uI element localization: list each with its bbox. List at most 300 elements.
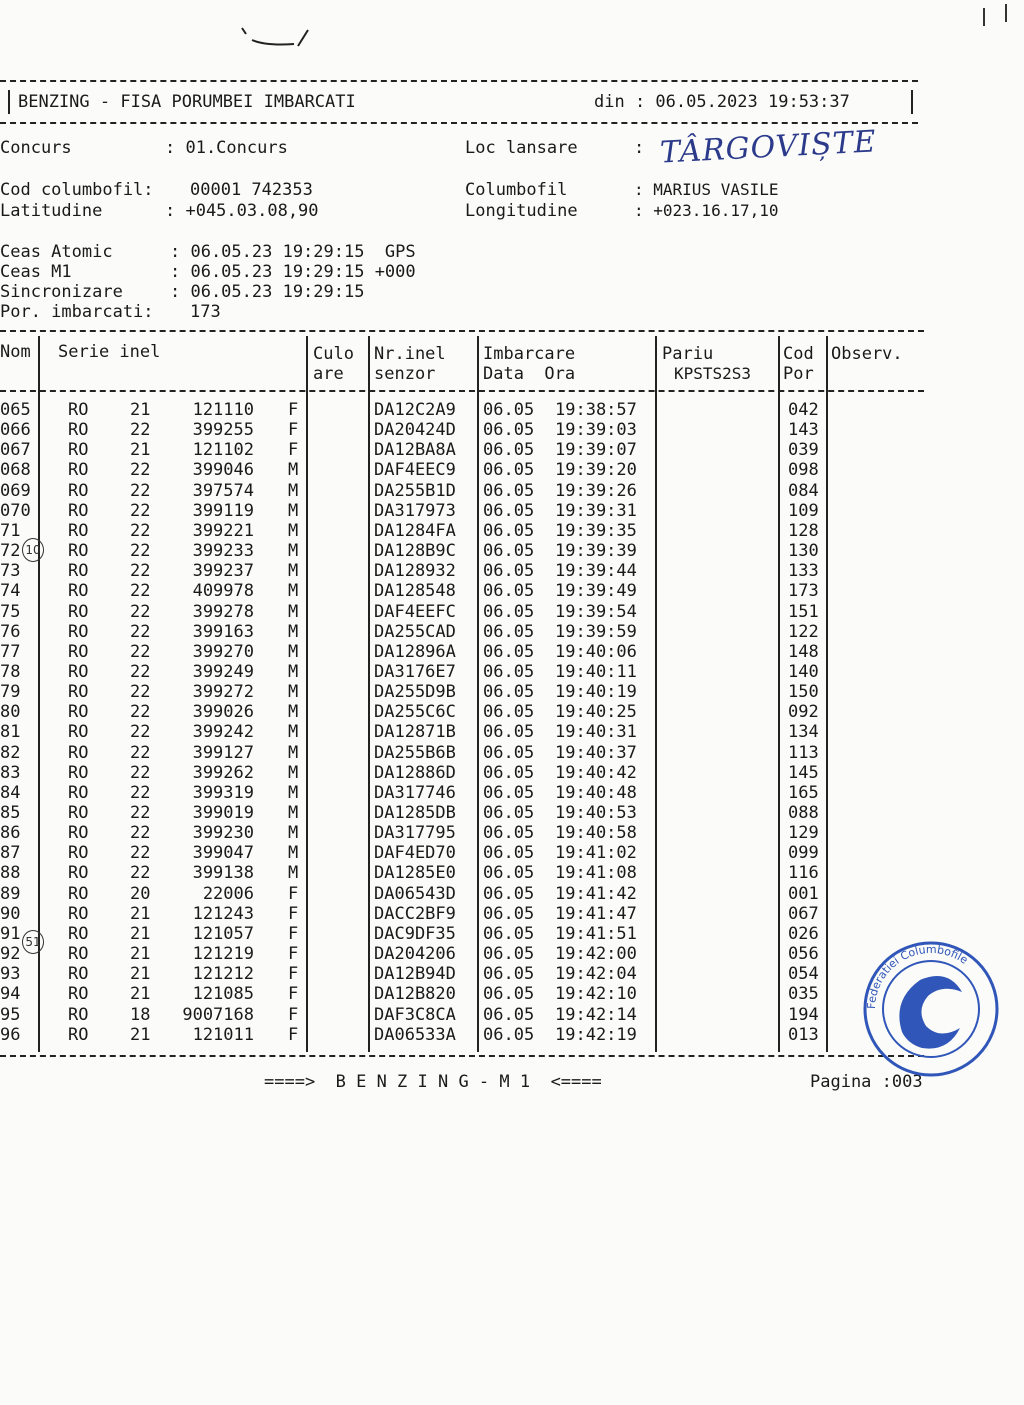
cell-nr-inel: 399249 xyxy=(192,661,254,682)
cell-sex: M xyxy=(288,541,299,562)
cell-sex: M xyxy=(288,641,299,662)
cell-nr-inel: 399221 xyxy=(192,520,254,541)
cell-an: 21 xyxy=(130,964,151,985)
cell-tara: RO xyxy=(68,581,89,602)
cell-ora: 19:39:49 xyxy=(555,581,637,602)
cell-tara: RO xyxy=(68,742,89,763)
cell-an: 22 xyxy=(130,782,151,803)
footer-banner: ====> B E N Z I N G - M 1 <==== xyxy=(264,1072,602,1092)
cell-an: 22 xyxy=(130,460,151,481)
concurs-value: : 01.Concurs xyxy=(165,138,288,158)
cell-nr-inel: 399047 xyxy=(192,843,254,864)
cell-nr-inel: 399127 xyxy=(192,742,254,763)
cell-nom: 85 xyxy=(0,803,21,823)
cell-an: 21 xyxy=(130,440,151,461)
header-pariu-1: Pariu xyxy=(662,344,714,364)
table-row xyxy=(0,863,924,883)
cell-an: 22 xyxy=(130,702,151,723)
cell-ora: 19:40:42 xyxy=(555,762,637,783)
cell-nr-inel: 399138 xyxy=(192,863,254,884)
cell-data: 06.05 xyxy=(483,641,535,662)
ceas-atomic-value: : 06.05.23 19:29:15 GPS xyxy=(170,242,416,262)
cell-cod-por: 133 xyxy=(788,561,819,582)
cell-cod-por: 148 xyxy=(788,641,819,662)
cell-nom: 067 xyxy=(0,440,31,461)
table-row xyxy=(0,622,924,642)
cell-sex: M xyxy=(288,480,299,501)
table-row xyxy=(0,984,924,1004)
latitudine-label: Latitudine xyxy=(0,201,103,221)
cell-an: 22 xyxy=(130,420,151,441)
cell-cod-por: 109 xyxy=(788,500,819,521)
cell-data: 06.05 xyxy=(483,440,535,461)
cell-data: 06.05 xyxy=(483,460,535,481)
header-cod-1: Cod xyxy=(783,344,814,364)
ceas-m1-label: Ceas M1 xyxy=(0,262,72,282)
cell-tara: RO xyxy=(68,823,89,844)
cell-tara: RO xyxy=(68,944,89,965)
header-culoare-2: are xyxy=(313,364,344,384)
cell-ora: 19:39:35 xyxy=(555,520,637,541)
cell-cod-por: 013 xyxy=(788,1024,819,1045)
cell-sex: F xyxy=(288,440,299,461)
cell-nom: 72 xyxy=(0,541,21,562)
cell-ora: 19:39:54 xyxy=(555,601,637,622)
cell-nr-inel: 121212 xyxy=(192,964,254,985)
cell-nom: 83 xyxy=(0,762,21,783)
cell-sex: M xyxy=(288,803,299,823)
cell-nom: 93 xyxy=(0,964,21,985)
cell-ora: 19:40:48 xyxy=(555,782,637,803)
cell-senzor: DAC9DF35 xyxy=(374,923,456,944)
cell-nr-inel: 399230 xyxy=(192,823,254,844)
edge-marks xyxy=(978,0,1018,30)
table-row xyxy=(0,400,924,420)
cell-senzor: DA12B820 xyxy=(374,984,456,1005)
cell-sex: F xyxy=(288,420,299,441)
cell-an: 21 xyxy=(130,1024,151,1045)
cell-tara: RO xyxy=(68,843,89,864)
table-row xyxy=(0,904,924,924)
porumbei-imbarcati-value: 173 xyxy=(190,302,221,322)
cell-nom: 77 xyxy=(0,641,21,662)
cell-an: 22 xyxy=(130,863,151,884)
cell-sex: M xyxy=(288,863,299,884)
cell-nom: 71 xyxy=(0,520,21,541)
cell-nr-inel: 121110 xyxy=(192,400,254,420)
cell-data: 06.05 xyxy=(483,500,535,521)
cell-data: 06.05 xyxy=(483,1024,535,1045)
cell-senzor: DA12B94D xyxy=(374,964,456,985)
cell-ora: 19:42:04 xyxy=(555,964,637,985)
table-row xyxy=(0,743,924,763)
table-row xyxy=(0,944,924,964)
cell-tara: RO xyxy=(68,883,89,904)
table-row xyxy=(0,440,924,460)
cell-an: 22 xyxy=(130,722,151,743)
table-row xyxy=(0,1025,924,1045)
cell-sex: M xyxy=(288,762,299,783)
cell-ora: 19:41:02 xyxy=(555,843,637,864)
header-culoare-1: Culo xyxy=(313,344,354,364)
cell-tara: RO xyxy=(68,863,89,884)
cell-cod-por: 001 xyxy=(788,883,819,904)
cell-nr-inel: 121243 xyxy=(192,903,254,924)
cell-cod-por: 092 xyxy=(788,702,819,723)
cell-an: 18 xyxy=(130,1004,151,1025)
table-row xyxy=(0,763,924,783)
cell-nom: 065 xyxy=(0,400,31,420)
cell-data: 06.05 xyxy=(483,722,535,743)
header-imbarcare-1: Imbarcare xyxy=(483,344,576,364)
cell-an: 21 xyxy=(130,944,151,965)
cell-nom: 90 xyxy=(0,903,21,924)
cell-senzor: DA06533A xyxy=(374,1024,456,1045)
cell-ora: 19:39:26 xyxy=(555,480,637,501)
cell-cod-por: 084 xyxy=(788,480,819,501)
cell-an: 21 xyxy=(130,984,151,1005)
cell-tara: RO xyxy=(68,782,89,803)
cell-data: 06.05 xyxy=(483,903,535,924)
cell-senzor: DAF4ED70 xyxy=(374,843,456,864)
cell-cod-por: 042 xyxy=(788,400,819,420)
cell-nom: 81 xyxy=(0,722,21,743)
cell-ora: 19:40:19 xyxy=(555,682,637,703)
cell-tara: RO xyxy=(68,803,89,823)
cell-nr-inel: 399319 xyxy=(192,782,254,803)
header-nr-inel-2: senzor xyxy=(374,364,436,384)
cell-sex: F xyxy=(288,883,299,904)
cell-an: 22 xyxy=(130,641,151,662)
table-row xyxy=(0,602,924,622)
cell-nom: 88 xyxy=(0,863,21,884)
cell-data: 06.05 xyxy=(483,420,535,441)
cell-senzor: DA128B9C xyxy=(374,541,456,562)
cell-data: 06.05 xyxy=(483,400,535,420)
cell-an: 22 xyxy=(130,480,151,501)
cell-senzor: DAF4EEFC xyxy=(374,601,456,622)
cell-senzor: DA12871B xyxy=(374,722,456,743)
header-pariu-2: KPSTS2S3 xyxy=(674,364,752,383)
cell-nr-inel: 121219 xyxy=(192,944,254,965)
cell-nr-inel: 22006 xyxy=(202,883,254,904)
cell-nr-inel: 121085 xyxy=(192,984,254,1005)
header-nom: Nom xyxy=(0,342,31,362)
cell-senzor: DA1284FA xyxy=(374,520,456,541)
cell-cod-por: 194 xyxy=(788,1004,819,1025)
loc-lansare-label: Loc lansare xyxy=(465,138,578,158)
cell-an: 20 xyxy=(130,883,151,904)
cell-sex: M xyxy=(288,722,299,743)
cell-nom: 91 xyxy=(0,923,21,944)
cell-sex: M xyxy=(288,682,299,703)
cell-nr-inel: 399272 xyxy=(192,682,254,703)
table-row xyxy=(0,460,924,480)
cell-ora: 19:38:57 xyxy=(555,400,637,420)
header-imbarcare-2: Data Ora xyxy=(483,364,576,384)
cell-senzor: DA12896A xyxy=(374,641,456,662)
cell-cod-por: 129 xyxy=(788,823,819,844)
cell-sex: M xyxy=(288,460,299,481)
table-row xyxy=(0,884,924,904)
cell-nom: 73 xyxy=(0,561,21,582)
cell-senzor: DA12886D xyxy=(374,762,456,783)
cell-nr-inel: 409978 xyxy=(192,581,254,602)
cod-columbofil-value: 00001 742353 xyxy=(190,180,313,200)
cell-data: 06.05 xyxy=(483,883,535,904)
cell-senzor: DA128548 xyxy=(374,581,456,602)
cell-nom: 94 xyxy=(0,984,21,1005)
cell-nr-inel: 399233 xyxy=(192,541,254,562)
cell-nr-inel: 399046 xyxy=(192,460,254,481)
cell-ora: 19:42:10 xyxy=(555,984,637,1005)
table-row xyxy=(0,803,924,823)
cell-data: 06.05 xyxy=(483,581,535,602)
cell-sex: F xyxy=(288,944,299,965)
cell-data: 06.05 xyxy=(483,541,535,562)
cell-cod-por: 056 xyxy=(788,944,819,965)
cell-ora: 19:42:00 xyxy=(555,944,637,965)
cell-sex: F xyxy=(288,964,299,985)
report-date: din : 06.05.2023 19:53:37 xyxy=(594,92,850,112)
cell-tara: RO xyxy=(68,400,89,420)
cell-nom: 87 xyxy=(0,843,21,864)
cell-data: 06.05 xyxy=(483,601,535,622)
cell-data: 06.05 xyxy=(483,661,535,682)
cell-senzor: DA255C6C xyxy=(374,702,456,723)
cell-an: 22 xyxy=(130,843,151,864)
sincronizare-value: : 06.05.23 19:29:15 xyxy=(170,282,365,302)
cell-nr-inel: 9007168 xyxy=(182,1004,254,1025)
cell-senzor: DA317795 xyxy=(374,823,456,844)
cell-senzor: DA255CAD xyxy=(374,621,456,642)
report-title: BENZING - FISA PORUMBEI IMBARCATI xyxy=(18,92,356,112)
cell-nom: 76 xyxy=(0,621,21,642)
pen-scribble xyxy=(236,22,326,56)
cell-nr-inel: 121102 xyxy=(192,440,254,461)
cell-nom: 86 xyxy=(0,823,21,844)
handwritten-circle-mark: 10 xyxy=(22,538,44,562)
table-row xyxy=(0,420,924,440)
cell-senzor: DA3176E7 xyxy=(374,661,456,682)
cell-cod-por: 173 xyxy=(788,581,819,602)
cell-nr-inel: 399026 xyxy=(192,702,254,723)
cell-cod-por: 128 xyxy=(788,520,819,541)
cell-tara: RO xyxy=(68,1004,89,1025)
cell-sex: F xyxy=(288,923,299,944)
table-row xyxy=(0,843,924,863)
cell-sex: F xyxy=(288,903,299,924)
cell-senzor: DACC2BF9 xyxy=(374,903,456,924)
cell-ora: 19:40:58 xyxy=(555,823,637,844)
ceas-m1-value: : 06.05.23 19:29:15 +000 xyxy=(170,262,416,282)
concurs-label: Concurs xyxy=(0,138,72,158)
cell-sex: M xyxy=(288,742,299,763)
cell-an: 22 xyxy=(130,762,151,783)
cell-senzor: DA204206 xyxy=(374,944,456,965)
cell-an: 22 xyxy=(130,581,151,602)
cell-data: 06.05 xyxy=(483,742,535,763)
cell-senzor: DA1285DB xyxy=(374,803,456,823)
cell-nom: 069 xyxy=(0,480,31,501)
cell-data: 06.05 xyxy=(483,762,535,783)
cell-nr-inel: 399270 xyxy=(192,641,254,662)
cell-tara: RO xyxy=(68,480,89,501)
cell-nom: 79 xyxy=(0,682,21,703)
cell-an: 22 xyxy=(130,682,151,703)
table-row xyxy=(0,541,924,561)
cell-nom: 95 xyxy=(0,1004,21,1025)
cell-an: 22 xyxy=(130,621,151,642)
cell-cod-por: 140 xyxy=(788,661,819,682)
cell-ora: 19:39:44 xyxy=(555,561,637,582)
cell-data: 06.05 xyxy=(483,803,535,823)
cell-senzor: DA255B1D xyxy=(374,480,456,501)
cell-sex: M xyxy=(288,561,299,582)
stamp-text: Federatiei Columbofile xyxy=(864,942,971,1010)
cell-an: 22 xyxy=(130,601,151,622)
cell-ora: 19:39:03 xyxy=(555,420,637,441)
table-row xyxy=(0,662,924,682)
cell-tara: RO xyxy=(68,500,89,521)
cell-ora: 19:39:31 xyxy=(555,500,637,521)
cell-cod-por: 026 xyxy=(788,923,819,944)
cell-tara: RO xyxy=(68,682,89,703)
cell-an: 22 xyxy=(130,661,151,682)
header-top-rule xyxy=(0,80,918,82)
table-row xyxy=(0,501,924,521)
cell-sex: M xyxy=(288,500,299,521)
cell-nom: 068 xyxy=(0,460,31,481)
cell-cod-por: 165 xyxy=(788,782,819,803)
cell-nom: 066 xyxy=(0,420,31,441)
cell-nr-inel: 399255 xyxy=(192,420,254,441)
cell-ora: 19:41:47 xyxy=(555,903,637,924)
cell-tara: RO xyxy=(68,722,89,743)
columbofil-label: Columbofil xyxy=(465,180,568,200)
cell-ora: 19:40:06 xyxy=(555,641,637,662)
cell-data: 06.05 xyxy=(483,702,535,723)
cell-sex: F xyxy=(288,1024,299,1045)
cell-nom: 070 xyxy=(0,500,31,521)
cell-nom: 84 xyxy=(0,782,21,803)
cell-tara: RO xyxy=(68,520,89,541)
cell-an: 22 xyxy=(130,823,151,844)
cell-data: 06.05 xyxy=(483,480,535,501)
cell-sex: M xyxy=(288,601,299,622)
cell-senzor: DA255B6B xyxy=(374,742,456,763)
cell-senzor: DA12C2A9 xyxy=(374,400,456,420)
cell-cod-por: 134 xyxy=(788,722,819,743)
handwritten-circle-mark: 51 xyxy=(22,930,44,954)
cell-nom: 74 xyxy=(0,581,21,602)
ceas-atomic-label: Ceas Atomic xyxy=(0,242,113,262)
cell-ora: 19:40:53 xyxy=(555,803,637,823)
table-row xyxy=(0,722,924,742)
cell-sex: M xyxy=(288,843,299,864)
cell-nom: 78 xyxy=(0,661,21,682)
cell-data: 06.05 xyxy=(483,520,535,541)
cell-ora: 19:39:07 xyxy=(555,440,637,461)
porumbei-imbarcati-label: Por. imbarcati: xyxy=(0,302,154,322)
cell-nr-inel: 399278 xyxy=(192,601,254,622)
cell-ora: 19:40:31 xyxy=(555,722,637,743)
table-row xyxy=(0,702,924,722)
cell-tara: RO xyxy=(68,541,89,562)
cell-cod-por: 122 xyxy=(788,621,819,642)
cell-tara: RO xyxy=(68,1024,89,1045)
cell-senzor: DA128932 xyxy=(374,561,456,582)
cell-tara: RO xyxy=(68,762,89,783)
cell-sex: F xyxy=(288,984,299,1005)
cell-nr-inel: 399242 xyxy=(192,722,254,743)
cell-ora: 19:41:08 xyxy=(555,863,637,884)
cell-data: 06.05 xyxy=(483,843,535,864)
cell-nr-inel: 399163 xyxy=(192,621,254,642)
header-bottom-rule xyxy=(0,122,918,124)
table-row xyxy=(0,783,924,803)
table-row xyxy=(0,561,924,581)
cell-data: 06.05 xyxy=(483,984,535,1005)
page-number: Pagina :003 xyxy=(810,1072,923,1092)
cell-senzor: DA317973 xyxy=(374,500,456,521)
table-row xyxy=(0,682,924,702)
cell-tara: RO xyxy=(68,661,89,682)
cell-nom: 89 xyxy=(0,883,21,904)
table-row xyxy=(0,823,924,843)
cell-senzor: DAF3C8CA xyxy=(374,1004,456,1025)
cell-tara: RO xyxy=(68,420,89,441)
cell-cod-por: 116 xyxy=(788,863,819,884)
cell-data: 06.05 xyxy=(483,561,535,582)
cell-ora: 19:40:11 xyxy=(555,661,637,682)
cell-an: 22 xyxy=(130,500,151,521)
cell-senzor: DA20424D xyxy=(374,420,456,441)
cell-data: 06.05 xyxy=(483,621,535,642)
cell-senzor: DA317746 xyxy=(374,782,456,803)
table-row xyxy=(0,642,924,662)
header-left-border xyxy=(8,90,10,114)
table-header-rule xyxy=(0,390,924,392)
cell-an: 22 xyxy=(130,561,151,582)
cell-ora: 19:39:39 xyxy=(555,541,637,562)
cell-ora: 19:41:51 xyxy=(555,923,637,944)
cell-senzor: DA1285E0 xyxy=(374,863,456,884)
table-row xyxy=(0,964,924,984)
cell-ora: 19:42:19 xyxy=(555,1024,637,1045)
cell-sex: M xyxy=(288,621,299,642)
cell-nr-inel: 399019 xyxy=(192,803,254,823)
cell-an: 22 xyxy=(130,742,151,763)
cell-nr-inel: 121057 xyxy=(192,923,254,944)
cell-cod-por: 054 xyxy=(788,964,819,985)
header-observatii: Observ. xyxy=(831,344,903,364)
cell-sex: M xyxy=(288,702,299,723)
cell-nr-inel: 399237 xyxy=(192,561,254,582)
cell-data: 06.05 xyxy=(483,944,535,965)
cell-cod-por: 150 xyxy=(788,682,819,703)
cell-tara: RO xyxy=(68,621,89,642)
cell-cod-por: 143 xyxy=(788,420,819,441)
loc-lansare-handwritten: TÂRGOVIȘTE xyxy=(659,124,878,171)
loc-lansare-colon: : xyxy=(634,138,645,158)
cell-an: 21 xyxy=(130,400,151,420)
cell-cod-por: 039 xyxy=(788,440,819,461)
cell-tara: RO xyxy=(68,964,89,985)
header-right-border xyxy=(911,90,913,114)
cell-nr-inel: 399262 xyxy=(192,762,254,783)
table-row xyxy=(0,581,924,601)
